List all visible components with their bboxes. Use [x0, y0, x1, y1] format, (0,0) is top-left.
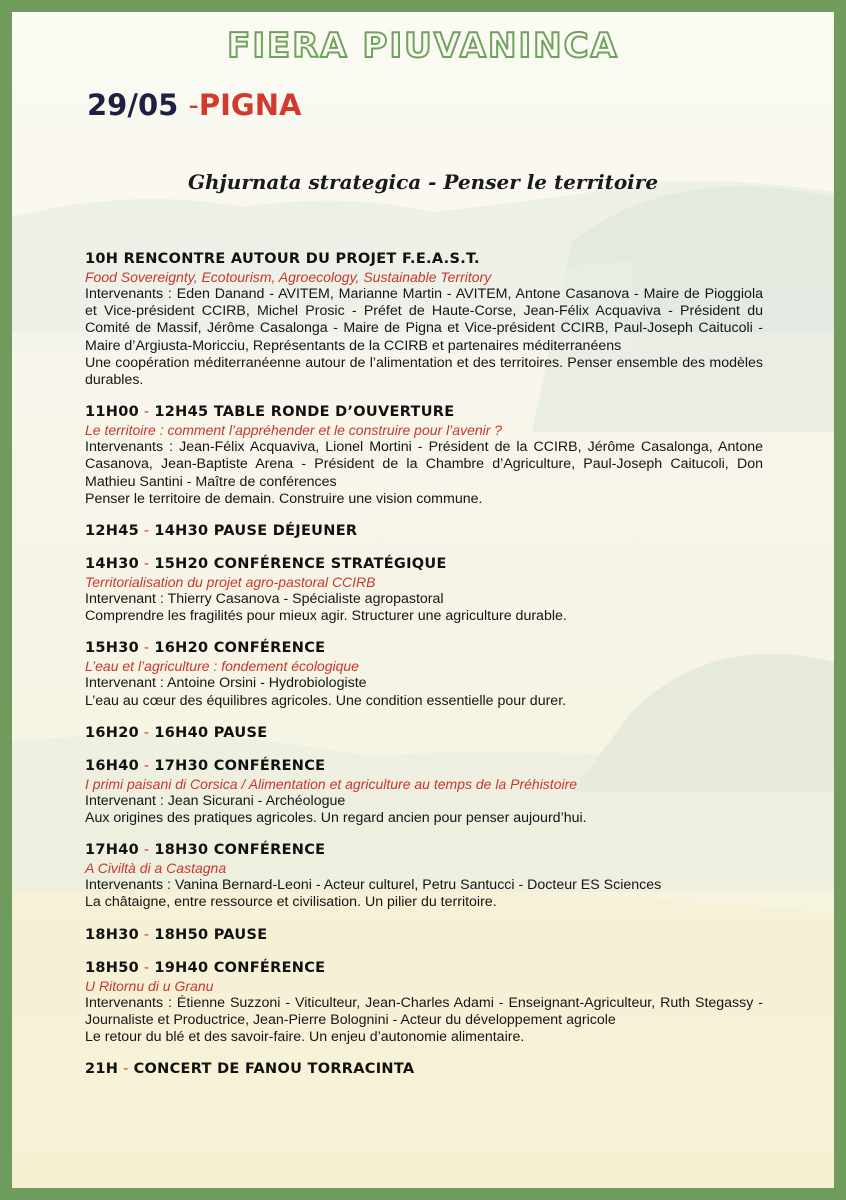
- session-topic: L’eau et l’agriculture : fondement écologique: [85, 658, 359, 675]
- session-time: 18H50: [85, 959, 139, 976]
- session-time: 17H40: [85, 842, 139, 859]
- session-time: 16H20: [85, 724, 139, 741]
- session-time: 11H00: [85, 404, 139, 421]
- session-heading: [85, 403, 763, 422]
- session-title: 12H45 TABLE RONDE D’OUVERTURE: [154, 404, 455, 421]
- session-heading: [85, 1060, 763, 1079]
- session-heading: [85, 757, 763, 776]
- session-speakers: Intervenant : Thierry Casanova - Spécialiste agropastoral: [85, 591, 444, 608]
- session-item: [85, 959, 763, 1047]
- session-title: 18H50 PAUSE: [154, 926, 268, 943]
- session-separator: -: [139, 404, 155, 421]
- session-time: 15H30: [85, 640, 139, 657]
- date-location-heading: [87, 88, 301, 122]
- session-description: Le retour du blé et des savoir-faire. Un enjeu d’autonomie alimentaire.: [85, 1029, 525, 1046]
- session-item: [85, 841, 763, 911]
- session-description: Une coopération méditerranéenne autour de l’alimentation et des territoires. Penser ensemble des modèles durables.: [85, 354, 763, 389]
- session-item: [85, 250, 763, 389]
- session-time: 16H40: [85, 757, 139, 774]
- session-description: Comprendre les fragilités pour mieux agir. Structurer une agriculture durable.: [85, 608, 567, 625]
- session-title: 15H20 CONFÉRENCE STRATÉGIQUE: [154, 556, 447, 573]
- session-speakers: Intervenant : Antoine Orsini - Hydrobiologiste: [85, 675, 367, 692]
- session-speakers: Intervenant : Jean Sicurani - Archéologue: [85, 792, 346, 809]
- session-title: 16H40 PAUSE: [154, 724, 268, 741]
- session-topic: Territorialisation du projet agro-pastoral CCIRB: [85, 574, 376, 591]
- session-topic: Food Sovereignty, Ecotourism, Agroecology, Sustainable Territory: [85, 269, 492, 285]
- session-item: [85, 403, 763, 508]
- session-heading: [85, 639, 763, 658]
- session-separator: -: [139, 757, 155, 774]
- session-title: 17H30 CONFÉRENCE: [154, 757, 326, 774]
- session-item: [85, 1060, 763, 1079]
- session-time: 18H30: [85, 926, 139, 943]
- session-separator: -: [139, 724, 155, 741]
- session-speakers: Intervenants : Jean-Félix Acquaviva, Lionel Mortini - Président de la CCIRB, Jérôme Casalonga, Antone Casanova, Jean-Baptiste Arena - Président de la Chambre d’Agriculture, Paul-Joseph Caitucoli, Don Mathieu Santini - Maître de conférences: [85, 439, 763, 490]
- session-title: 14H30 PAUSE DÉJEUNER: [154, 523, 358, 540]
- session-separator: -: [139, 926, 155, 943]
- program-page: [12, 12, 834, 1188]
- date-separator: -: [188, 88, 199, 122]
- session-time: 12H45: [85, 523, 139, 540]
- session-heading: [85, 522, 763, 541]
- session-title: 18H30 CONFÉRENCE: [154, 842, 326, 859]
- session-heading: [85, 555, 763, 574]
- session-topic: Le territoire : comment l’appréhender et le construire pour l’avenir ?: [85, 422, 503, 439]
- session-title: 16H20 CONFÉRENCE: [154, 640, 326, 657]
- session-title: 19H40 CONFÉRENCE: [154, 959, 326, 976]
- session-time: 21H: [85, 1061, 119, 1078]
- session-heading: [85, 841, 763, 860]
- session-separator: -: [118, 1061, 134, 1078]
- session-heading: [85, 250, 763, 269]
- session-description: La châtaigne, entre ressource et civilisation. Un pilier du territoire.: [85, 894, 497, 911]
- session-heading: [85, 959, 763, 978]
- session-topic: I primi paisani di Corsica / Alimentation et agriculture au temps de la Préhistoire: [85, 775, 578, 792]
- session-title: CONCERT DE FANOU TORRACINTA: [133, 1061, 415, 1078]
- session-title: RENCONTRE AUTOUR DU PROJET F.E.A.S.T.: [123, 251, 480, 267]
- event-place: PIGNA: [198, 88, 302, 122]
- session-topic: U Ritornu di u Granu: [85, 977, 214, 994]
- session-description: Penser le territoire de demain. Construire une vision commune.: [85, 490, 483, 507]
- schedule-list: [85, 250, 763, 1093]
- session-heading: [85, 724, 763, 743]
- session-item: [85, 757, 763, 827]
- session-topic: A Civiltà di a Castagna: [85, 860, 227, 877]
- day-subtitle: Ghjurnata strategica - Penser le territoire: [187, 170, 659, 194]
- session-separator: -: [139, 842, 155, 859]
- session-speakers: Intervenants : Vanina Bernard-Leoni - Acteur culturel, Petru Santucci - Docteur ES Sciences: [85, 877, 662, 894]
- session-speakers: Intervenants : Étienne Suzzoni - Viticulteur, Jean-Charles Adami - Enseignant-Agriculteur, Ruth Stegassy - Journaliste et Productrice, Jean-Pierre Bolognini - Acteur du développement agricole: [85, 994, 763, 1028]
- session-item: [85, 522, 763, 541]
- session-item: [85, 926, 763, 945]
- session-separator: -: [139, 959, 155, 976]
- event-date: 29/05: [87, 88, 179, 122]
- session-description: Aux origines des pratiques agricoles. Un regard ancien pour penser aujourd’hui.: [85, 810, 587, 827]
- session-separator: -: [139, 640, 155, 657]
- session-item: [85, 724, 763, 743]
- session-time: 14H30: [85, 556, 139, 573]
- session-description: L’eau au cœur des équilibres agricoles. Une condition essentielle pour durer.: [85, 692, 567, 709]
- event-title: FIERA PIUVANINCA: [227, 26, 619, 66]
- session-heading: [85, 926, 763, 945]
- session-speakers: Intervenants : Eden Danand - AVITEM, Marianne Martin - AVITEM, Antone Casanova - Maire de Pioggiola et Vice-président CCIRB, Michel Prosic - Préfet de Haute-Corse, Jean-Félix Acquaviva - Président du Comité de Massif, Jérôme Casalonga - Maire de Pigna et Vice-président CCIRB, Paul-Joseph Caitucoli - Maire d’Argiusta-Moricciu, Représentants de la CCIRB et partenaires méditerranéens: [85, 286, 763, 354]
- session-time: 10H: [85, 251, 119, 267]
- session-separator: -: [139, 523, 155, 540]
- session-separator: -: [139, 556, 155, 573]
- session-item: [85, 555, 763, 625]
- session-item: [85, 639, 763, 709]
